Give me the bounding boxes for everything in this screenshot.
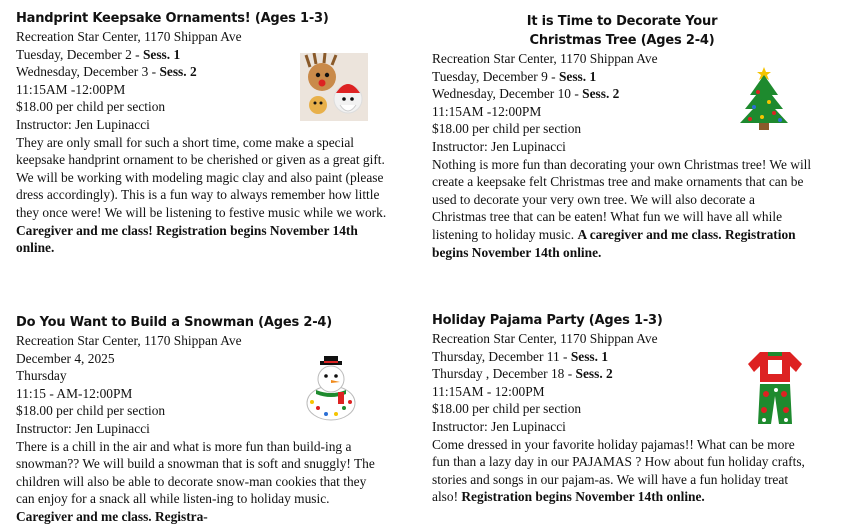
instructor: Instructor: Jen Lupinacci [432, 418, 566, 434]
instructor: Instructor: Jen Lupinacci [16, 116, 150, 132]
section-title: Handprint Keepsake Ornaments! (Ages 1-3) [16, 11, 329, 26]
registration-note: Caregiver and me class! Registration begins November 14th online. [16, 222, 358, 256]
time: 11:15AM -12:00PM [16, 81, 126, 97]
price: $18.00 per child per section [432, 121, 582, 137]
time: 11:15 - AM-12:00PM [16, 385, 133, 401]
date-session-1: Tuesday, December 2 - Sess. 1 [16, 46, 181, 62]
registration-note: Caregiver and me class. Registra- [16, 508, 208, 524]
christmas-tree-image [738, 65, 790, 131]
pajama-image [746, 350, 804, 426]
day: Thursday [16, 368, 67, 384]
handprint-ornaments-image [300, 53, 368, 121]
date-session-2: Wednesday, December 3 - Sess. 2 [16, 64, 197, 80]
location: Recreation Star Center, 1170 Shippan Ave [432, 331, 658, 346]
section-christmas-tree [432, 12, 812, 261]
description: There is a chill in the air and what is more fun than build-ing a snowman?? We will build a snowman that is soft and snuggly! The children will also be able to decorate snow-man cookies that they can enjoy for a snack all while listen-ing to holiday music. Caregiver and me class. Registra- [16, 438, 375, 524]
date-session-1: Tuesday, December 9 - Sess. 1 [432, 68, 597, 84]
time: 11:15AM -12:00PM [432, 103, 542, 119]
date-session-2: Wednesday, December 10 - Sess. 2 [432, 86, 620, 102]
description: They are only small for such a short time, come make a special keepsake handprint ornament to be cherished or given as a great gift. We will be working with modeling magic clay and also paint (please dress accordingly). This is a fun way to always remember how little they once were! We will be listening to festive music while we work. Caregiver and me class! Registration begins November 14th online. [16, 134, 387, 256]
location: Recreation Star Center, 1170 Shippan Ave [16, 333, 242, 348]
date-session-2: Thursday , December 18 - Sess. 2 [432, 366, 613, 382]
section-title: Holiday Pajama Party (Ages 1-3) [432, 313, 663, 328]
instructor: Instructor: Jen Lupinacci [432, 138, 566, 154]
time: 11:15AM - 12:00PM [432, 383, 545, 399]
date: December 4, 2025 [16, 350, 115, 366]
description: Come dressed in your favorite holiday pajamas!! What can be more fun than a lazy day in our PAJAMAS ? How about fun holiday crafts, stories and songs in our pajam-as. We will have a fun holiday treat also! Registration begins November 14th online. [432, 436, 805, 505]
snowman-image [298, 356, 364, 422]
date-session-1: Thursday, December 11 - Sess. 1 [432, 348, 609, 364]
price: $18.00 per child per section [16, 403, 166, 419]
registration-note: Registration begins November 14th online. [461, 489, 705, 505]
section-title-line-2: Christmas Tree (Ages 2-4) [529, 33, 715, 48]
registration-note: A caregiver and me class. Registration begins November 14th online. [432, 226, 796, 260]
section-handprint-ornaments [16, 9, 391, 257]
location: Recreation Star Center, 1170 Shippan Ave [16, 29, 242, 44]
description: Nothing is more fun than decorating your own Christmas tree! We will create a keepsake felt Christmas tree and make ornaments that can be used to decorate your very own tree. We will also decorate a Christmas tree that can be eaten! What fun we will have all while listening to holiday music. A caregiver and me class. Registration begins November 14th online. [432, 156, 812, 260]
location: Recreation Star Center, 1170 Shippan Ave [432, 51, 658, 66]
price: $18.00 per child per section [432, 401, 582, 417]
section-title: Do You Want to Build a Snowman (Ages 2-4) [16, 315, 332, 330]
price: $18.00 per child per section [16, 99, 166, 115]
section-title-line-1: It is Time to Decorate Your [526, 14, 718, 29]
instructor: Instructor: Jen Lupinacci [16, 420, 150, 436]
